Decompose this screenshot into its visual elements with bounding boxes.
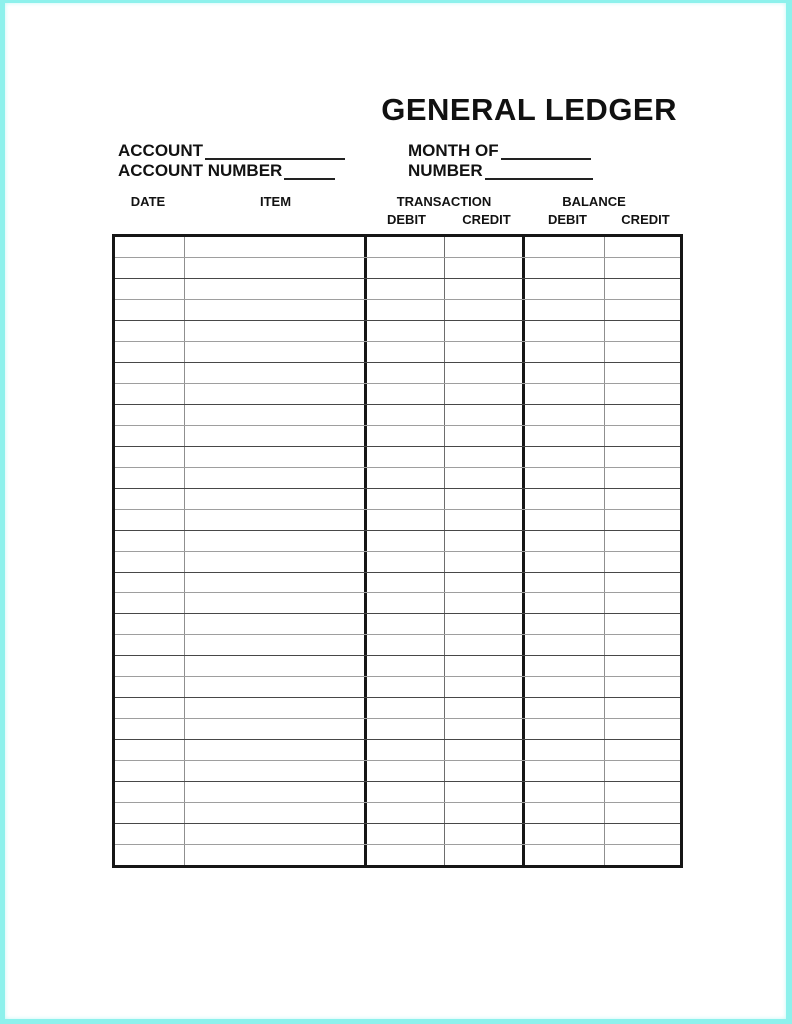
ledger-cell: [367, 698, 445, 718]
ledger-cell: [185, 573, 367, 593]
ledger-cell: [115, 447, 185, 467]
ledger-cell: [525, 614, 605, 634]
ledger-cell: [185, 258, 367, 278]
page-title: GENERAL LEDGER: [381, 92, 677, 127]
ledger-cell: [445, 321, 525, 341]
ledger-cell: [605, 593, 680, 613]
ledger-cell: [367, 363, 445, 383]
ledger-row: [115, 237, 680, 258]
ledger-cell: [445, 677, 525, 697]
table-column-headers: [112, 194, 683, 228]
ledger-cell: [445, 279, 525, 299]
number-field: [408, 161, 593, 181]
ledger-row: [115, 468, 680, 489]
spacer-item: [184, 212, 367, 228]
ledger-cell: [185, 635, 367, 655]
ledger-cell: [605, 384, 680, 404]
ledger-cell: [185, 531, 367, 551]
ledger-cell: [367, 635, 445, 655]
ledger-cell: [525, 677, 605, 697]
ledger-cell: [445, 237, 525, 257]
column-header-transaction-credit: CREDIT: [462, 212, 511, 227]
debit-credit-header-row: [112, 212, 683, 228]
ledger-cell: [367, 614, 445, 634]
account-field: [118, 141, 345, 161]
ledger-cell: [185, 803, 367, 823]
ledger-cell: [185, 279, 367, 299]
ledger-cell: [445, 468, 525, 488]
account-blank-line: [205, 158, 345, 160]
ledger-cell: [367, 447, 445, 467]
ledger-cell: [185, 321, 367, 341]
ledger-row: [115, 426, 680, 447]
ledger-cell: [445, 258, 525, 278]
ledger-cell: [525, 300, 605, 320]
ledger-cell: [115, 740, 185, 760]
ledger-cell: [525, 447, 605, 467]
ledger-cell: [605, 510, 680, 530]
ledger-cell: [185, 405, 367, 425]
ledger-cell: [605, 468, 680, 488]
ledger-cell: [605, 531, 680, 551]
ledger-cell: [605, 552, 680, 572]
ledger-row: [115, 573, 680, 594]
ledger-cell: [525, 468, 605, 488]
ledger-row: [115, 677, 680, 698]
ledger-cell: [525, 384, 605, 404]
ledger-row: [115, 510, 680, 531]
ledger-cell: [115, 468, 185, 488]
ledger-cell: [605, 447, 680, 467]
ledger-cell: [525, 510, 605, 530]
ledger-cell: [525, 593, 605, 613]
column-header-transaction-debit: DEBIT: [387, 212, 426, 227]
ledger-cell: [445, 552, 525, 572]
ledger-cell: [115, 510, 185, 530]
ledger-cell: [445, 740, 525, 760]
ledger-row: [115, 635, 680, 656]
ledger-row: [115, 782, 680, 803]
ledger-row: [115, 363, 680, 384]
ledger-cell: [445, 510, 525, 530]
ledger-cell: [185, 510, 367, 530]
ledger-cell: [185, 761, 367, 781]
ledger-row: [115, 405, 680, 426]
ledger-cell: [525, 761, 605, 781]
ledger-cell: [185, 719, 367, 739]
ledger-cell: [445, 489, 525, 509]
column-header-item: ITEM: [259, 194, 292, 209]
ledger-cell: [185, 384, 367, 404]
ledger-cell: [367, 824, 445, 844]
ledger-cell: [525, 740, 605, 760]
ledger-cell: [115, 803, 185, 823]
ledger-cell: [525, 258, 605, 278]
ledger-cell: [445, 342, 525, 362]
ledger-cell: [185, 824, 367, 844]
ledger-cell: [445, 803, 525, 823]
account-label: ACCOUNT: [118, 141, 203, 160]
account-number-label: ACCOUNT NUMBER: [118, 161, 283, 180]
ledger-cell: [445, 782, 525, 802]
ledger-cell: [605, 279, 680, 299]
ledger-cell: [525, 656, 605, 676]
ledger-cell: [605, 761, 680, 781]
ledger-cell: [525, 698, 605, 718]
ledger-cell: [185, 237, 367, 257]
ledger-cell: [367, 426, 445, 446]
ledger-cell: [115, 698, 185, 718]
ledger-cell: [605, 258, 680, 278]
number-blank-line: [485, 178, 593, 180]
ledger-cell: [367, 593, 445, 613]
ledger-row: [115, 300, 680, 321]
ledger-cell: [605, 614, 680, 634]
ledger-row: [115, 761, 680, 782]
ledger-cell: [605, 803, 680, 823]
group-header-transaction: TRANSACTION: [396, 194, 492, 209]
ledger-cell: [445, 363, 525, 383]
number-label: NUMBER: [408, 161, 483, 180]
ledger-cell: [367, 468, 445, 488]
ledger-cell: [605, 782, 680, 802]
account-fields: [118, 141, 345, 181]
ledger-row: [115, 258, 680, 279]
month-of-blank-line: [501, 158, 591, 160]
ledger-row: [115, 447, 680, 468]
ledger-row: [115, 824, 680, 845]
ledger-cell: [115, 593, 185, 613]
ledger-row: [115, 698, 680, 719]
ledger-cell: [185, 698, 367, 718]
ledger-cell: [445, 384, 525, 404]
ledger-cell: [367, 405, 445, 425]
ledger-cell: [115, 824, 185, 844]
ledger-cell: [525, 342, 605, 362]
month-of-field: [408, 141, 591, 161]
ledger-cell: [367, 237, 445, 257]
ledger-cell: [445, 824, 525, 844]
ledger-cell: [525, 573, 605, 593]
ledger-cell: [605, 573, 680, 593]
ledger-cell: [605, 719, 680, 739]
ledger-cell: [445, 719, 525, 739]
ledger-cell: [525, 845, 605, 865]
ledger-cell: [367, 258, 445, 278]
ledger-cell: [367, 803, 445, 823]
ledger-cell: [525, 363, 605, 383]
ledger-cell: [115, 237, 185, 257]
ledger-row: [115, 384, 680, 405]
ledger-cell: [185, 614, 367, 634]
ledger-row: [115, 614, 680, 635]
ledger-cell: [605, 740, 680, 760]
ledger-cell: [445, 698, 525, 718]
ledger-cell: [185, 593, 367, 613]
ledger-cell: [445, 614, 525, 634]
ledger-cell: [115, 761, 185, 781]
spacer-date: [112, 212, 184, 228]
ledger-cell: [525, 279, 605, 299]
ledger-cell: [367, 573, 445, 593]
ledger-cell: [605, 237, 680, 257]
ledger-cell: [367, 510, 445, 530]
ledger-cell: [115, 531, 185, 551]
ledger-cell: [115, 258, 185, 278]
column-header-date: DATE: [130, 194, 166, 209]
ledger-cell: [605, 405, 680, 425]
column-header-balance-debit: DEBIT: [548, 212, 587, 227]
ledger-cell: [115, 719, 185, 739]
ledger-row: [115, 803, 680, 824]
ledger-cell: [525, 489, 605, 509]
ledger-cell: [525, 635, 605, 655]
ledger-cell: [185, 342, 367, 362]
ledger-cell: [525, 824, 605, 844]
ledger-cell: [367, 782, 445, 802]
ledger-cell: [525, 321, 605, 341]
ledger-row: [115, 593, 680, 614]
ledger-cell: [525, 782, 605, 802]
column-header-balance-credit: CREDIT: [621, 212, 670, 227]
ledger-cell: [445, 761, 525, 781]
ledger-row: [115, 489, 680, 510]
ledger-cell: [185, 426, 367, 446]
ledger-cell: [115, 321, 185, 341]
ledger-cell: [605, 845, 680, 865]
ledger-cell: [605, 656, 680, 676]
ledger-cell: [115, 573, 185, 593]
ledger-cell: [445, 635, 525, 655]
group-header-balance: BALANCE: [562, 194, 626, 209]
ledger-cell: [605, 342, 680, 362]
ledger-cell: [185, 447, 367, 467]
ledger-table-body: [112, 234, 683, 868]
ledger-cell: [115, 552, 185, 572]
ledger-cell: [367, 531, 445, 551]
ledger-row: [115, 321, 680, 342]
ledger-cell: [185, 468, 367, 488]
ledger-cell: [525, 237, 605, 257]
ledger-cell: [367, 761, 445, 781]
ledger-cell: [185, 845, 367, 865]
ledger-cell: [115, 635, 185, 655]
ledger-cell: [115, 614, 185, 634]
ledger-cell: [367, 342, 445, 362]
ledger-cell: [185, 363, 367, 383]
ledger-cell: [115, 426, 185, 446]
ledger-cell: [115, 384, 185, 404]
ledger-cell: [185, 740, 367, 760]
ledger-cell: [525, 531, 605, 551]
ledger-cell: [525, 552, 605, 572]
ledger-cell: [445, 656, 525, 676]
ledger-cell: [115, 782, 185, 802]
ledger-cell: [115, 677, 185, 697]
ledger-cell: [525, 426, 605, 446]
ledger-cell: [605, 635, 680, 655]
ledger-row: [115, 552, 680, 573]
ledger-cell: [115, 279, 185, 299]
ledger-cell: [525, 719, 605, 739]
group-header-row: [112, 194, 683, 211]
ledger-cell: [185, 489, 367, 509]
ledger-cell: [115, 656, 185, 676]
account-number-field: [118, 161, 335, 181]
account-number-blank-line: [284, 178, 335, 180]
ledger-cell: [605, 698, 680, 718]
ledger-cell: [367, 845, 445, 865]
ledger-cell: [525, 803, 605, 823]
ledger-cell: [185, 782, 367, 802]
ledger-cell: [605, 824, 680, 844]
ledger-cell: [445, 426, 525, 446]
ledger-cell: [605, 489, 680, 509]
ledger-cell: [367, 656, 445, 676]
ledger-cell: [185, 300, 367, 320]
ledger-cell: [367, 677, 445, 697]
ledger-row: [115, 342, 680, 363]
ledger-cell: [185, 677, 367, 697]
ledger-cell: [115, 845, 185, 865]
ledger-cell: [367, 321, 445, 341]
ledger-cell: [185, 552, 367, 572]
month-fields: [408, 141, 593, 181]
ledger-cell: [115, 342, 185, 362]
ledger-cell: [445, 573, 525, 593]
ledger-cell: [367, 279, 445, 299]
ledger-cell: [605, 321, 680, 341]
ledger-row: [115, 845, 680, 865]
ledger-cell: [445, 447, 525, 467]
ledger-cell: [605, 300, 680, 320]
ledger-cell: [115, 300, 185, 320]
ledger-cell: [445, 593, 525, 613]
ledger-cell: [445, 845, 525, 865]
ledger-cell: [605, 677, 680, 697]
ledger-row: [115, 719, 680, 740]
ledger-cell: [525, 405, 605, 425]
ledger-cell: [367, 740, 445, 760]
ledger-row: [115, 531, 680, 552]
ledger-cell: [367, 384, 445, 404]
ledger-cell: [367, 719, 445, 739]
ledger-cell: [367, 300, 445, 320]
month-of-label: MONTH OF: [408, 141, 499, 160]
ledger-row: [115, 656, 680, 677]
ledger-cell: [115, 489, 185, 509]
ledger-cell: [605, 363, 680, 383]
ledger-cell: [185, 656, 367, 676]
ledger-cell: [605, 426, 680, 446]
ledger-cell: [445, 300, 525, 320]
ledger-cell: [367, 552, 445, 572]
ledger-cell: [445, 405, 525, 425]
ledger-cell: [115, 405, 185, 425]
ledger-row: [115, 740, 680, 761]
ledger-cell: [115, 363, 185, 383]
ledger-row: [115, 279, 680, 300]
ledger-cell: [445, 531, 525, 551]
ledger-cell: [367, 489, 445, 509]
